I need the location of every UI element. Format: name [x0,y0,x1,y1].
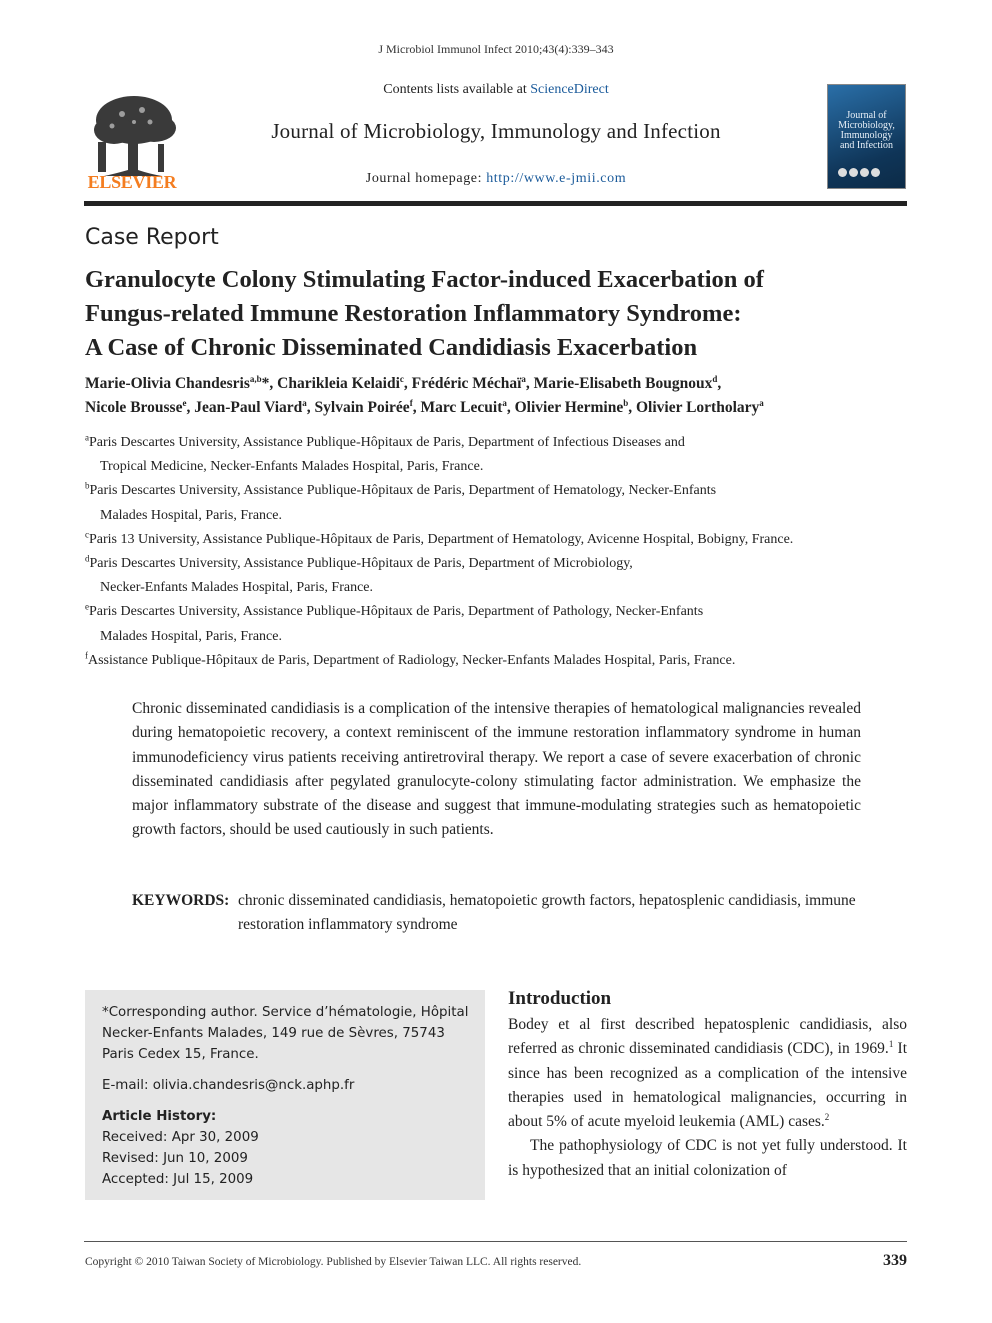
affiliation: $^b$Paris Descartes University, Assistance Publique-Hôpitaux de Paris, Department of Hematology, Necker-Enfants Malades Hospital, Paris, France. [85,480,717,523]
corresponding-email[interactable]: E-mail: olivia.chandesris@nck.aphp.fr [102,1078,355,1093]
copyright-notice: Copyright © 2010 Taiwan Society of Microbiology. Published by Elsevier Taiwan LLC. All rights reserved. [85,1256,582,1268]
author: Nicole Brousse$^e$, [85,397,195,416]
affiliation: $^d$Paris Descartes University, Assistance Publique-Hôpitaux de Paris, Department of Microbiology, Necker-Enfants Malades Hospital, Paris, France. [85,553,633,596]
elsevier-wordmark: ELSEVIER [87,172,177,192]
abstract: Chronic disseminated candidiasis is a complication of the intensive therapies of hematological malignancies revealed during hematopoietic recovery, a context reminiscent of the immune restoration inflammatory syndrome in human immunodeficiency virus patients receiving antiretroviral therapy. We report a case of severe exacerbation of chronic disseminated candidiasis after pegylated granulocyte-colony stimulating factor administration. We emphasize the major inflammatory substrate of the disease and suggest that immune-modulating strategies such as hematopoietic growth factors, should be used cautiously in such patients. [132,700,861,839]
author: Olivier Hermine$^b$, [514,397,636,416]
keywords [132,889,861,938]
reference-2[interactable]: 2 [824,1112,830,1123]
reference-1[interactable]: 1 [888,1039,894,1050]
keywords-text: chronic disseminated candidiasis, hematopoietic growth factors, hepatosplenic candidiasis, immune restoration inflammatory syndrome [238,892,856,934]
journal-citation: J Microbiol Immunol Infect 2010;43(4):339–343 [378,42,614,56]
affiliation: $^c$Paris 13 University, Assistance Publique-Hôpitaux de Paris, Department of Hematology, Avicenne Hospital, Bobigny, France. [85,529,794,547]
header-divider [84,201,907,206]
introduction-body [508,1013,907,1183]
author: Sylvain Poirée$^f$, [314,397,421,416]
affiliation: $^e$Paris Descartes University, Assistance Publique-Hôpitaux de Paris, Department of Pathology, Necker-Enfants Malades Hospital, Paris, France. [85,601,704,644]
footer-divider [84,1241,907,1242]
author: Charikleia Kelaidi$^c$, [277,373,412,392]
author-list [85,372,915,420]
homepage-prefix: Journal homepage: [365,171,487,186]
title-line: Granulocyte Colony Stimulating Factor-induced Exacerbation of [85,266,764,293]
author: Marie-Olivia Chandesris$^{a,b}$*, [85,373,278,392]
introduction-heading: Introduction [508,988,612,1009]
affiliations [85,431,915,673]
cover-seal-icons [838,164,882,182]
corresponding-author-note: *Corresponding author. Service d’hématologie, Hôpital Necker-Enfants Malades, 149 rue de Sèvres, 75743 Paris Cedex 15, France. [102,1005,469,1062]
cover-title: Journal of Microbiology, Immunology and Infection [838,110,895,151]
article-history-label: Article History: [102,1109,217,1124]
affiliation: $^a$Paris Descartes University, Assistance Publique-Hôpitaux de Paris, Department of Infectious Diseases and Tropical Medicine, Necker-Enfants Malades Hospital, Paris, France. [85,432,685,475]
title-line: A Case of Chronic Disseminated Candidiasis Exacerbation [85,334,698,361]
author-line [85,372,915,396]
journal-cover-thumbnail [827,84,906,189]
homepage-link[interactable]: http://www.e-jmii.com [486,171,627,186]
title-line: Fungus-related Immune Restoration Inflammatory Syndrome: [85,300,742,327]
paragraph: Bodey et al first described hepatosplenic candidiasis, also referred as chronic disseminated candidiasis (CDC), in 1969.$^1$ It since has been recognized as a complication of the intensive therapies used in hematological malignancies, occurring in about 5% of acute myeloid leukemia (AML) cases.$^2$ [508,1016,908,1131]
paragraph: The pathophysiology of CDC is not yet fully understood. It is hypothesized that an initial colonization of [508,1137,907,1179]
accepted-date: Accepted: Jul 15, 2009 [102,1172,254,1187]
correspondence-box [85,990,485,1200]
author: Frédéric Méchaï$^a$, [411,373,534,392]
contents-prefix: Contents lists available at [383,82,531,97]
author: Olivier Lortholary$^a$ [636,397,764,416]
article-type: Case Report [85,225,219,250]
author-line [85,396,915,420]
journal-title: Journal of Microbiology, Immunology and Infection [271,119,721,143]
sciencedirect-link[interactable]: ScienceDirect [530,82,609,97]
revised-date: Revised: Jun 10, 2009 [102,1151,248,1166]
affiliation: $^f$Assistance Publique-Hôpitaux de Paris, Department of Radiology, Necker-Enfants Malades Hospital, Paris, France. [85,650,736,668]
received-date: Received: Apr 30, 2009 [102,1130,259,1145]
author: Jean-Paul Viard$^a$, [194,397,315,416]
article-title [85,263,915,365]
author: Marc Lecuit$^a$, [420,397,515,416]
author: Marie-Elisabeth Bougnoux$^d$, [533,373,722,392]
keywords-label: KEYWORDS: [132,892,230,909]
page-number: 339 [883,1252,907,1269]
